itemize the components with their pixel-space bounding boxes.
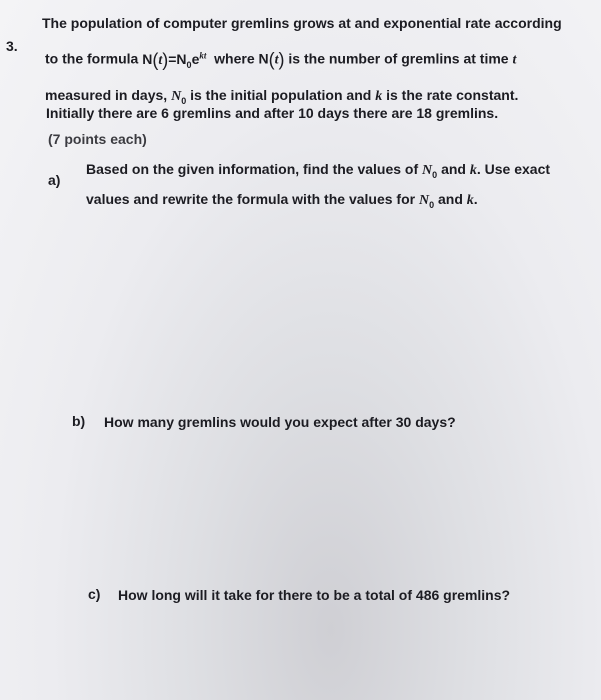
line2-intro: to the formula — [45, 50, 139, 67]
part-a-k: k — [469, 163, 477, 178]
formula-exponent: kt — [199, 50, 207, 60]
part-a-line-1 — [86, 160, 576, 184]
part-a-n: N — [422, 163, 433, 178]
line2-rest: is the number of gremlins at time — [288, 50, 509, 67]
part-c-question: How long will it take for there to be a total of 486 gremlins? — [118, 587, 511, 603]
points-note: (7 points each) — [48, 131, 147, 147]
part-a-label: a) — [48, 172, 61, 188]
part-a-and: and — [441, 161, 466, 177]
formula-t-2: t — [274, 52, 279, 68]
part-a-line2-n: N — [418, 193, 430, 208]
question-number: 3. — [6, 38, 18, 54]
line3-mid: is the initial population and — [190, 87, 372, 103]
problem-line-1: The population of computer gremlins grows at and exponential rate according — [42, 15, 562, 31]
part-b-label: b) — [72, 413, 86, 429]
formula-e: e — [191, 50, 200, 67]
part-a-line2-k: k — [466, 193, 474, 208]
line3-sub0: 0 — [181, 95, 187, 106]
formula: $N(t)=N_0e^{kt}$ — [142, 49, 207, 70]
line2-t: t — [512, 52, 517, 68]
formula-sub0: 0 — [186, 59, 192, 70]
part-b-question: How many gremlins would you expect after 30 days? — [104, 414, 456, 430]
formula-n: N — [142, 50, 153, 67]
part-a-line2-end: . — [473, 191, 478, 207]
part-a-end: . Use exact — [476, 161, 551, 177]
formula-n-2: N — [258, 50, 269, 67]
line3-k: k — [375, 89, 383, 104]
line3-intro: measured in days, — [45, 87, 168, 103]
problem-line-4: Initially there are 6 gremlins and after 10 days there are 18 gremlins. — [46, 105, 499, 121]
part-c-label: c) — [88, 586, 101, 602]
problem-line-2: to the formula $N(t)=N_0e^{kt}$ where N(t) is the number of gremlins at time t — [45, 49, 517, 70]
line3-n: N — [171, 89, 182, 104]
line3-end: is the rate constant. — [386, 87, 519, 103]
part-a-sub0: 0 — [432, 169, 438, 180]
line2-where: where — [214, 50, 255, 67]
part-a-line-2 — [86, 190, 576, 214]
part-a-line2-intro: values and rewrite the formula with the values for — [86, 191, 416, 207]
part-a-intro: Based on the given information, find the values of — [86, 161, 419, 177]
formula-eq: =N — [168, 50, 187, 67]
part-a-line2-sub0: 0 — [429, 199, 435, 210]
part-a-line2-and: and — [438, 191, 463, 207]
formula-t: t — [158, 52, 163, 68]
